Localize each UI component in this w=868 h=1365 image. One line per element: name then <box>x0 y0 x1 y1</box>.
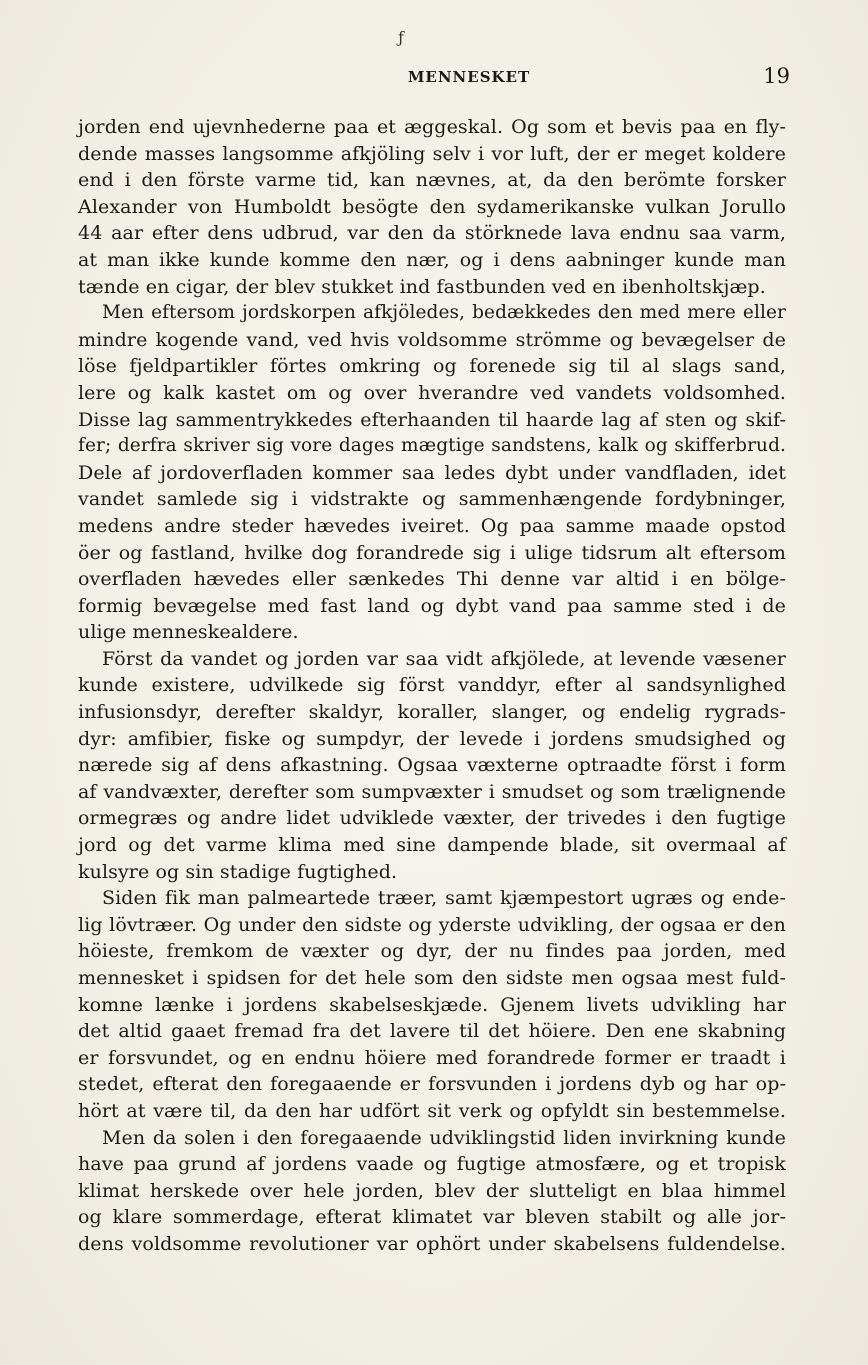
text-line: nærede sig af dens afkastning. Ogsaa væxterne optraadte först i form <box>78 754 786 777</box>
text-line: jorden end ujevnhederne paa et æggeskal. Og som et bevis paa en fly- <box>78 116 786 138</box>
page-number: 19 <box>763 64 790 88</box>
text-line: dens voldsomme revolutioner var ophört under skabelsens fuldendelse. <box>78 1232 786 1255</box>
text-line: overfladen hævedes eller sænkedes Thi denne var altid i en bölge- <box>78 568 786 591</box>
text-line: det altid gaaet fremad fra det lavere til det höiere. Den ene skabning <box>78 1020 786 1043</box>
text-line: mindre kogende vand, ved hvis voldsomme strömme og bevægelser de <box>78 328 786 351</box>
text-line: Siden fik man palmeartede træer, samt kjæmpestort ugræs og ende- <box>102 887 786 910</box>
text-line: ormegræs og andre lidet udviklede væxter, der trivedes i den fugtige <box>78 807 786 830</box>
text-line: er forsvundet, og en endnu höiere med forandrede former er traadt i <box>78 1046 786 1069</box>
text-line: öer og fastland, hvilke dog forandrede sig i ulige tidsrum alt eftersom <box>78 541 786 564</box>
text-line: af vandvæxter, derefter som sumpvæxter i smudset og som trælignende <box>78 780 786 803</box>
text-line: stedet, efterat den foregaaende er forsvunden i jordens dyb og har op- <box>78 1073 786 1096</box>
text-line: Disse lag sammentrykkedes efterhaanden til haarde lag af sten og skif- <box>78 408 786 431</box>
text-line: lere og kalk kastet om og over hverandre ved vandets voldsomhed. <box>78 381 786 404</box>
text-line: höieste, fremkom de væxter og dyr, der nu findes paa jorden, med <box>78 940 786 963</box>
text-line: have paa grund af jordens vaade og fugtige atmosfære, og et tropisk <box>78 1153 786 1176</box>
text-line: vandet samlede sig i vidstrakte og sammenhængende fordybninger, <box>78 488 786 511</box>
text-line: löse fjeldpartikler förtes omkring og forenede sig til al slags sand, <box>78 355 786 378</box>
text-line: at man ikke kunde komme den nær, og i dens aabninger kunde man <box>78 248 786 271</box>
corner-mark: ƒ <box>398 28 404 47</box>
text-line: fer; derfra skriver sig vore dages mægtige sandstens, kalk og skifferbrud. <box>78 435 786 457</box>
text-line: Men eftersom jordskorpen afkjöledes, bedækkedes den med mere eller <box>102 302 786 324</box>
text-line: hört at være til, da den har udfört sit verk og opfyldt sin bestemmelse. <box>78 1099 786 1122</box>
text-line: tænde en cigar, der blev stukket ind fastbunden ved en ibenholtskjæp. <box>78 275 766 298</box>
text-line: jord og det varme klima med sine dampende blade, sit overmaal af <box>78 834 786 857</box>
text-line: lig lövtræer. Og under den sidste og yderste udvikling, der ogsaa er den <box>78 913 786 936</box>
text-line: Alexander von Humboldt besögte den sydamerikanske vulkan Jorullo <box>78 195 786 218</box>
text-line: klimat herskede over hele jorden, blev der slutteligt en blaa himmel <box>78 1179 786 1202</box>
text-line: Men da solen i den foregaaende udviklingstid liden invirkning kunde <box>102 1126 786 1149</box>
text-line: Först da vandet og jorden var saa vidt afkjölede, at levende væsener <box>102 647 786 670</box>
text-line: medens andre steder hævedes iveiret. Og paa samme maade opstod <box>78 514 786 537</box>
text-line: end i den förste varme tid, kan nævnes, at, da den berömte forsker <box>78 169 786 192</box>
text-line: formig bevægelse med fast land og dybt vand paa samme sted i de <box>78 594 786 617</box>
text-line: dyr: amfibier, fiske og sumpdyr, der levede i jordens smudsighed og <box>78 727 786 750</box>
text-line: infusionsdyr, derefter skaldyr, koraller, slanger, og endelig rygrads- <box>78 701 786 724</box>
text-line: Dele af jordoverfladen kommer saa ledes dybt under vandfladen, idet <box>78 461 786 484</box>
text-line: og klare sommerdage, efterat klimatet var bleven stabilt og alle jor- <box>78 1206 786 1229</box>
text-line: komne lænke i jordens skabelseskjæde. Gjenem livets udvikling har <box>78 993 786 1016</box>
body-text <box>78 114 786 1258</box>
text-line: kulsyre og sin stadige fugtighed. <box>78 860 398 883</box>
running-head: MENNESKET <box>407 68 531 86</box>
text-line: 44 aar efter dens udbrud, var den da störknede lava endnu saa varm, <box>78 222 786 245</box>
text-line: dende masses langsomme afkjöling selv i vor luft, der er meget koldere <box>78 142 786 165</box>
text-line: ulige menneskealdere. <box>78 621 299 644</box>
page-header <box>78 64 790 94</box>
text-line: kunde existere, udvilkede sig först vanddyr, efter al sandsynlighed <box>78 674 786 697</box>
text-line: mennesket i spidsen for det hele som den sidste men ogsaa mest fuld- <box>78 967 786 989</box>
